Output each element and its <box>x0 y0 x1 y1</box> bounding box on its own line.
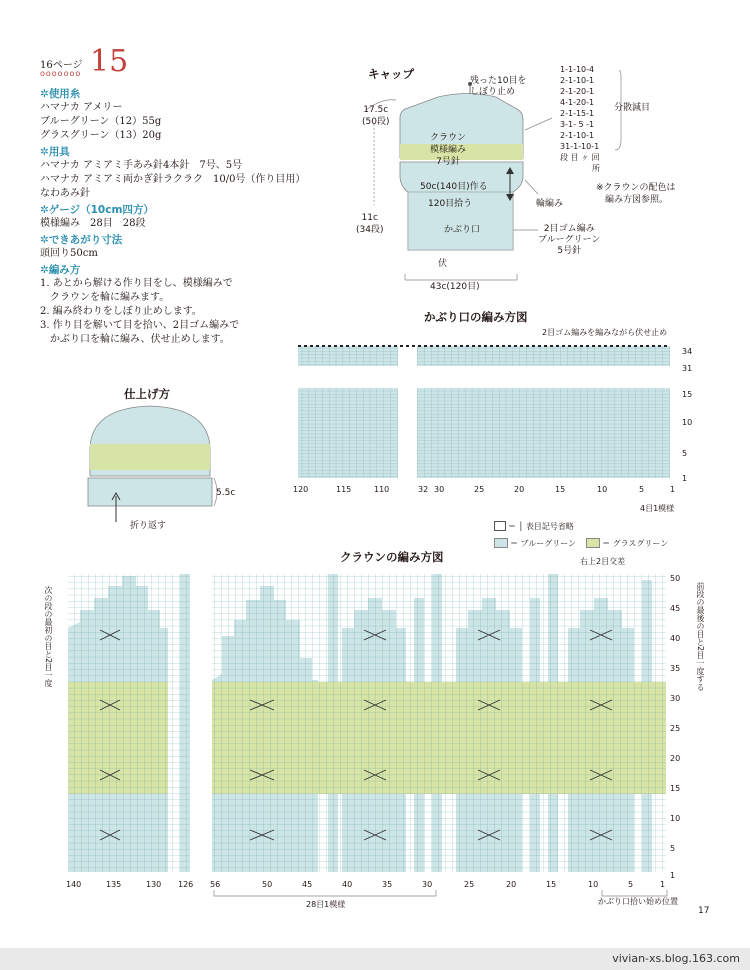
crown-tick: 40 <box>342 880 353 889</box>
asterisk-icon: ✲ <box>40 234 49 246</box>
finish-diagram <box>80 400 260 530</box>
crown-chart <box>60 570 680 882</box>
yarn-heading: ✲使用糸 <box>40 88 81 100</box>
brim-tick: 20 <box>514 485 525 494</box>
crown-tick: 50 <box>262 880 273 889</box>
cap-round-label: 輪編み <box>536 199 564 209</box>
gauge-heading: ✲ゲージ（10cm四方） <box>40 204 154 216</box>
cap-width-label: 43c(120目) <box>430 282 480 292</box>
decrease-title: 分散減目 <box>614 103 651 113</box>
crown-row-tick: 5 <box>670 844 676 853</box>
crown-chart-title: クラウンの編み方図 <box>340 550 444 564</box>
brim-row-tick: 10 <box>682 418 693 427</box>
footer-bar <box>0 948 750 970</box>
cap-pickup-label: 120目拾う <box>428 199 473 209</box>
decrease-item: 2-1-10-1 <box>560 76 595 85</box>
decrease-legend: 段 目 ヶ 回 所 <box>560 153 600 173</box>
right-vertical-note: 前段の最後の目と2目一度する <box>696 582 705 692</box>
cap-middle-label: 50c(140目)作る <box>420 182 488 192</box>
finish-green-stripe <box>90 444 210 470</box>
decrease-item: 2-1-20-1 <box>560 87 595 96</box>
crown-tick: 45 <box>302 880 313 889</box>
finish-brim-shape <box>88 478 212 506</box>
decrease-item: 4-1-20-1 <box>560 98 595 107</box>
brim-tick: 110 <box>374 485 390 494</box>
cable-note: 右上2目交差 <box>580 557 626 566</box>
cap-crown-label: クラウン 模様編み 7号針 <box>430 133 467 167</box>
crown-tick: 10 <box>588 880 599 889</box>
brim-tick: 120 <box>293 485 309 494</box>
asterisk-icon: ✲ <box>40 204 49 216</box>
crown-tick: 15 <box>546 880 557 889</box>
brim-repeat-label: 4目1模様 <box>640 504 675 513</box>
decrease-item: 2-1-15-1 <box>560 109 595 118</box>
crown-row-tick: 45 <box>670 604 681 613</box>
asterisk-icon: ✲ <box>40 88 49 100</box>
method-line: 3. 作り目を解いて目を拾い、2目ゴム編みで <box>40 320 240 331</box>
cap-rib-label: 2目ゴム編み ブルーグリーン 5号針 <box>538 224 601 256</box>
decrease-list <box>560 64 600 174</box>
gauge-line: 模様編み 28目 28段 <box>40 218 146 229</box>
brim-tick: 1 <box>670 485 676 494</box>
crown-row-tick: 1 <box>670 871 676 880</box>
decrease-item: 31-1-10-1 <box>560 142 600 151</box>
crown-row-tick: 50 <box>670 574 681 583</box>
tools-line: ハマナカ アミアミ両かぎ針ラクラク 10/0号（作り目用） <box>40 174 306 185</box>
brim-tick: 10 <box>597 485 608 494</box>
brim-row-tick: 34 <box>682 347 693 356</box>
cap-dim-bottom: 11c (34段) <box>356 213 384 235</box>
decrease-item: 1-1-10-4 <box>560 65 595 74</box>
yarn-line: ブルーグリーン（12）55g <box>40 116 162 127</box>
crown-tick: 130 <box>146 880 162 889</box>
crown-row-tick: 30 <box>670 694 681 703</box>
page-number: 17 <box>698 906 710 916</box>
crown-tick: 1 <box>660 880 666 889</box>
crown-tick: 140 <box>66 880 82 889</box>
crown-row-tick: 35 <box>670 664 681 673</box>
brim-chart-title: かぶり口の編み方図 <box>424 310 528 324</box>
legend-swatch-green <box>586 538 600 548</box>
crown-tick: 135 <box>106 880 122 889</box>
cap-bindoff-label: 伏 <box>438 259 448 269</box>
method-line: かぶり口を輪に編み、伏せ止めします。 <box>40 334 230 345</box>
brim-row-tick: 1 <box>682 474 688 483</box>
legend <box>494 519 668 551</box>
method-line: 1. あとから解ける作り目をし、模様編みで <box>40 278 233 289</box>
brim-tick: 32 <box>418 485 429 494</box>
legend-swatch-blue <box>494 538 508 548</box>
pickup-note: かぶり口拾い始め位置 <box>598 897 678 906</box>
footer-url: vivian-xs.blog.163.com <box>612 952 740 965</box>
asterisk-icon: ✲ <box>40 146 49 158</box>
cap-dim-top: 17.5c (50段) <box>362 105 390 127</box>
method-line: クラウンを輪に編みます。 <box>40 292 170 303</box>
tools-line: ハマナカ アミアミ手あみ針4本針 7号、5号 <box>40 160 243 171</box>
finish-dim: 5.5c <box>216 488 236 498</box>
brim-row-tick: 31 <box>682 364 693 373</box>
legend-colors: ＝ ブルーグリーン ＝ グラスグリーン <box>494 535 668 551</box>
cap-top-note: 残った10目を しぼり止め <box>470 76 527 97</box>
cap-brim-label: かぶり口 <box>444 225 481 235</box>
crown-tick: 5 <box>628 880 634 889</box>
brim-tick: 5 <box>639 485 645 494</box>
left-vertical-note: 次の段の最初の目と2目一度 <box>44 586 53 688</box>
crown-tick: 30 <box>422 880 433 889</box>
crown-row-tick: 40 <box>670 634 681 643</box>
brim-row-tick: 15 <box>682 390 693 399</box>
crown-row-tick: 25 <box>670 724 681 733</box>
crown-row-tick: 10 <box>670 814 681 823</box>
brim-tick: 15 <box>555 485 566 494</box>
color-note: ※クラウンの配色は 編み方図参照。 <box>596 183 676 205</box>
size-line: 頭回り50cm <box>40 248 98 259</box>
tools-heading: ✲用具 <box>40 146 70 158</box>
crown-row-tick: 15 <box>670 784 681 793</box>
pattern-number: 15 <box>90 44 129 79</box>
method-line: 2. 編み終わりをしぼり止めします。 <box>40 306 202 317</box>
yarn-line: ハマナカ アメリー <box>40 102 123 113</box>
brim-row-tick: 5 <box>682 449 688 458</box>
tools-line: なわあみ針 <box>40 188 90 199</box>
crown-tick: 20 <box>506 880 517 889</box>
crown-tick: 126 <box>178 880 194 889</box>
crown-tick: 35 <box>382 880 393 889</box>
crown-repeat-label: 28目1模様 <box>306 900 346 909</box>
size-heading: ✲できあがり寸法 <box>40 234 123 246</box>
fold-label: 折り返す <box>130 521 167 531</box>
brim-tick: 30 <box>434 485 445 494</box>
brim-tick: 25 <box>474 485 485 494</box>
crown-tick: 56 <box>210 880 221 889</box>
asterisk-icon: ✲ <box>40 264 49 276</box>
legend-omit: ＝ │ 表目記号省略 <box>494 519 668 533</box>
brim-top-note: 2目ゴム編みを編みながら伏せ止め <box>542 328 668 337</box>
cap-diagram-title: キャップ <box>368 67 414 81</box>
ornament-dots: ooooooo <box>40 69 82 78</box>
crown-row-tick: 20 <box>670 754 681 763</box>
decrease-item: 3-1- 5 -1 <box>560 120 595 129</box>
method-heading: ✲編み方 <box>40 264 81 276</box>
page-reference: 16ページ <box>40 60 83 71</box>
crown-tick: 25 <box>464 880 475 889</box>
legend-swatch-white <box>494 521 506 531</box>
brim-tick: 115 <box>336 485 352 494</box>
finish-title: 仕上げ方 <box>124 387 170 401</box>
materials-section <box>40 86 305 347</box>
decrease-item: 2-1-10-1 <box>560 131 595 140</box>
yarn-line: グラスグリーン（13）20g <box>40 130 162 141</box>
